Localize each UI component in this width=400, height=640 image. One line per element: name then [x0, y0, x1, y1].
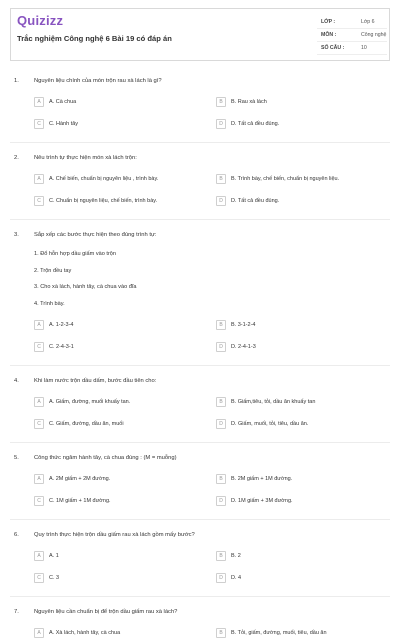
answer-option[interactable] [34, 573, 194, 585]
option-text: C. 3 [49, 575, 60, 581]
answer-option[interactable] [216, 320, 376, 332]
option-text: A. 1 [49, 553, 59, 559]
answer-option[interactable] [34, 174, 194, 186]
option-letter-box[interactable]: B [216, 97, 226, 107]
answer-option[interactable] [216, 119, 376, 131]
question-text: Nguyên liệu cần chuẩn bị để trộn dầu giấm rau xà lách? [34, 609, 178, 615]
question-divider [10, 442, 390, 443]
worksheet-meta [317, 16, 387, 55]
meta-label: MÔN : [321, 32, 337, 38]
answer-option[interactable] [34, 474, 194, 486]
option-text: B. Giấm,tiêu, tỏi, dầu ăn khuấy tan [231, 399, 316, 405]
meta-value: Lớp 6 [361, 19, 375, 25]
answer-option[interactable] [216, 342, 376, 354]
option-letter-box[interactable]: D [216, 119, 226, 129]
option-text: B. 2M giấm + 1M đường. [231, 476, 293, 482]
answer-option[interactable] [216, 474, 376, 486]
option-text: B. 3-1-2-4 [231, 322, 256, 328]
option-text: B. Tỏi, giấm, đường, muối, tiêu, dầu ăn [231, 630, 327, 636]
option-text: D. Tất cả đều đúng. [231, 198, 280, 204]
option-text: C. Giấm, đường, dầu ăn, muối [49, 421, 124, 427]
answer-option[interactable] [34, 628, 194, 640]
question-number: 1. [14, 78, 19, 84]
question-number: 7. [14, 609, 19, 615]
answer-option[interactable] [34, 320, 194, 332]
answer-option[interactable] [216, 628, 376, 640]
option-letter-box[interactable]: B [216, 551, 226, 561]
question-divider [10, 142, 390, 143]
answer-option[interactable] [34, 119, 194, 131]
option-text: C. Hành tây [49, 121, 79, 127]
option-letter-box[interactable]: D [216, 196, 226, 206]
question-step: 4. Trình bày. [34, 300, 65, 307]
option-text: B. Trình bày, chế biến, chuẩn bị nguyên liệu. [231, 176, 340, 182]
option-letter-box[interactable]: A [34, 628, 44, 638]
question-divider [10, 596, 390, 597]
option-text: D. Giấm, muối, tỏi, tiêu, dầu ăn. [231, 421, 309, 427]
worksheet-title: Trắc nghiệm Công nghệ 6 Bài 19 có đáp án [17, 34, 172, 43]
option-text: A. 2M giấm + 2M đường. [49, 476, 111, 482]
meta-label: SỐ CÂU : [321, 45, 345, 51]
question-text: Nêu trình tự thực hiện món xà lách trộn: [34, 155, 137, 161]
option-text: D. Tất cả đều đúng. [231, 121, 280, 127]
option-text: B. Rau xà lách [231, 99, 267, 105]
option-text: A. Xà lách, hành tây, cà chua [49, 630, 121, 636]
answer-option[interactable] [216, 196, 376, 208]
meta-value: Công nghệ [361, 32, 387, 38]
option-text: C. 1M giấm + 1M đường. [49, 498, 111, 504]
answer-option[interactable] [34, 342, 194, 354]
answer-option[interactable] [34, 97, 194, 109]
question-step: 3. Cho xà lách, hành tây, cà chua vào đĩa [34, 284, 137, 290]
worksheet-header [10, 8, 390, 61]
option-letter-box[interactable]: A [34, 320, 44, 330]
option-letter-box[interactable]: C [34, 496, 44, 506]
question-number: 2. [14, 155, 19, 161]
option-text: D. 4 [231, 575, 242, 581]
option-letter-box[interactable]: A [34, 474, 44, 484]
question-text: Công thức ngâm hành tây, cà chua đúng : (M = muỗng) [34, 455, 177, 461]
option-text: D. 2-4-1-3 [231, 344, 256, 350]
answer-option[interactable] [216, 573, 376, 585]
answer-option[interactable] [216, 551, 376, 563]
answer-option[interactable] [34, 397, 194, 409]
meta-row-class [317, 16, 387, 29]
answer-option[interactable] [34, 196, 194, 208]
option-letter-box[interactable]: A [34, 97, 44, 107]
option-text: A. Chế biến, chuẩn bị nguyên liệu , trình bày. [49, 176, 159, 182]
question-text: Sắp xếp các bước thực hiện theo đúng trình tự: [34, 232, 157, 238]
option-letter-box[interactable]: D [216, 496, 226, 506]
question-divider [10, 519, 390, 520]
option-letter-box[interactable]: C [34, 573, 44, 583]
option-letter-box[interactable]: D [216, 342, 226, 352]
option-letter-box[interactable]: A [34, 397, 44, 407]
option-letter-box[interactable]: D [216, 419, 226, 429]
option-letter-box[interactable]: B [216, 174, 226, 184]
option-letter-box[interactable]: B [216, 320, 226, 330]
option-letter-box[interactable]: B [216, 397, 226, 407]
answer-option[interactable] [216, 174, 376, 186]
question-number: 4. [14, 378, 19, 384]
answer-option[interactable] [34, 419, 194, 431]
option-letter-box[interactable]: A [34, 551, 44, 561]
meta-value: 10 [361, 45, 367, 51]
answer-option[interactable] [34, 551, 194, 563]
question-text: Khi làm nước trộn dầu dấm, bước đầu tiên cho: [34, 378, 157, 384]
option-text: D. 1M giấm + 3M đường. [231, 498, 293, 504]
option-letter-box[interactable]: C [34, 419, 44, 429]
option-letter-box[interactable]: C [34, 196, 44, 206]
answer-option[interactable] [34, 496, 194, 508]
option-letter-box[interactable]: B [216, 474, 226, 484]
question-step: 2. Trộn đều tay [34, 267, 72, 274]
option-text: A. 1-2-3-4 [49, 322, 74, 328]
option-text: C. 2-4-3-1 [49, 344, 74, 350]
option-letter-box[interactable]: C [34, 119, 44, 129]
question-number: 5. [14, 455, 19, 461]
option-text: C. Chuẩn bị nguyên liệu, chế biến, trình bày. [49, 198, 158, 204]
answer-option[interactable] [216, 97, 376, 109]
option-text: A. Cà chua [49, 99, 77, 105]
option-letter-box[interactable]: A [34, 174, 44, 184]
question-divider [10, 219, 390, 220]
question-step: 1. Đổ hỗn hợp dầu giấm vào trộn [34, 251, 117, 257]
question-number: 3. [14, 232, 19, 238]
question-text: Quy trình thực hiện trộn dầu giấm rau xà lách gồm mấy bước? [34, 532, 195, 538]
meta-row-subject [317, 29, 387, 42]
question-divider [10, 365, 390, 366]
meta-row-count [317, 42, 387, 55]
option-letter-box[interactable]: B [216, 628, 226, 638]
option-text: A. Giấm, đường, muối khuấy tan. [49, 399, 131, 405]
option-letter-box[interactable]: C [34, 342, 44, 352]
answer-option[interactable] [216, 496, 376, 508]
question-text: Nguyên liệu chính của món trộn rau xà lách là gì? [34, 78, 162, 84]
meta-label: LỚP : [321, 19, 336, 25]
quizizz-logo: Quizizz [17, 13, 64, 28]
question-number: 6. [14, 532, 19, 538]
answer-option[interactable] [216, 397, 376, 409]
option-letter-box[interactable]: D [216, 573, 226, 583]
option-text: B. 2 [231, 553, 241, 559]
answer-option[interactable] [216, 419, 376, 431]
